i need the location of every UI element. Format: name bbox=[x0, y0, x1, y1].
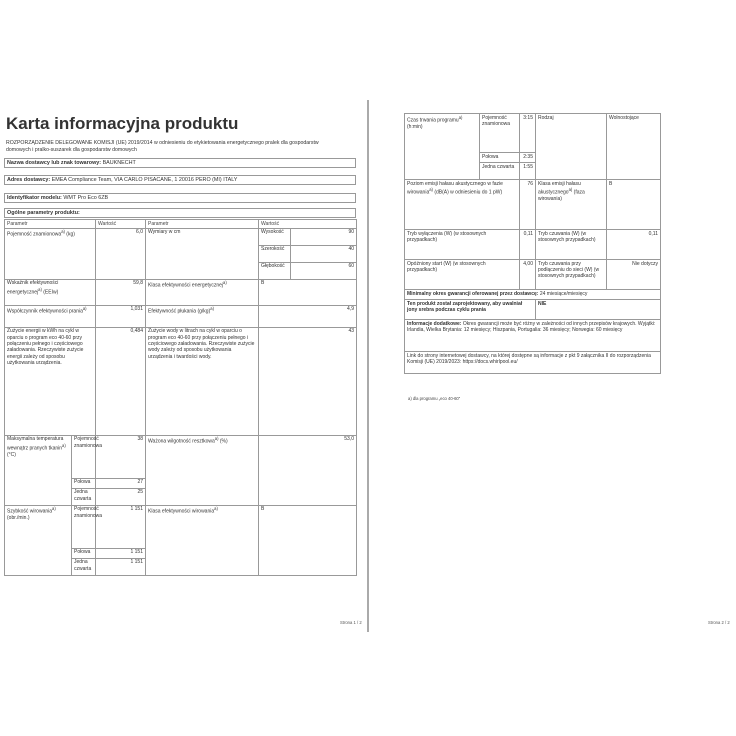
spin-rated: 1 151 bbox=[96, 505, 146, 548]
warranty-label: Minimalny okres gwarancji oferowanej przez dostawcę: bbox=[407, 290, 539, 297]
header-param: Parametr bbox=[146, 220, 259, 229]
temp-unit: (°C) bbox=[7, 451, 16, 458]
supplier-label: Nazwa dostawcy lub znak towarowy: bbox=[7, 160, 102, 166]
height-value: 90 bbox=[291, 228, 357, 245]
rinse-label: Efektywność płukania (g/kg) bbox=[148, 308, 211, 315]
eei-unit: (EEIw) bbox=[43, 289, 59, 296]
water-value: 43 bbox=[259, 327, 357, 435]
noise-class-label: Klasa emisji hałasu akustycznego bbox=[538, 180, 581, 196]
type-label: Rodzaj bbox=[536, 114, 607, 180]
capacity-label: Pojemność znamionowa bbox=[7, 231, 62, 238]
noise-class-value: B bbox=[607, 180, 661, 230]
table-row bbox=[405, 260, 661, 290]
supplier-row bbox=[4, 158, 356, 168]
spin-class-label: Klasa efektywności wirowania bbox=[148, 508, 215, 515]
spin-quarter: 1 151 bbox=[96, 558, 146, 575]
silver-label: Ten produkt został zaprojektowany, aby uwalniał jony srebra podczas cyklu prania bbox=[405, 300, 536, 320]
header-value: Wartość bbox=[96, 220, 146, 229]
noise-class-unit: (faza wirowania) bbox=[538, 189, 585, 203]
page-number: Strona 1 / 2 bbox=[340, 620, 362, 625]
table-row bbox=[405, 230, 661, 260]
capacity-unit: (kg) bbox=[66, 231, 75, 238]
spin-unit: (obr./min.) bbox=[7, 515, 30, 522]
network-value: Nie dotyczy bbox=[607, 260, 661, 290]
temp-rated: 38 bbox=[96, 435, 146, 478]
table-row bbox=[405, 320, 661, 352]
duration-unit: (h:min) bbox=[407, 123, 423, 130]
address-value: EMEA Compliance Team, VIA CARLO PISACANE, 1 20016 PERO (MI) ITALY bbox=[51, 177, 238, 183]
table-header-row bbox=[5, 220, 357, 229]
quarter-label: Jedna czwarta bbox=[72, 558, 96, 575]
duration-label: Czas trwania programu bbox=[407, 117, 459, 124]
energy-label: Zużycie energii w kWh na cykl w oparciu o program eco 40-60 przy połączeniu pełnego i częściowego załadowania. Rzeczywiste zużycie energii zależy od sposobu użytkowania urządzenia. bbox=[5, 327, 96, 435]
type-value: Wolnostojące bbox=[607, 114, 661, 180]
water-label: Zużycie wody w litrach na cykl w oparciu o program eco 40-60 przy połączeniu pełnego i częściowego załadowania. Rzeczywiste zużycie wody zależy od sposobu użytkowania urządzenia i twardości wody. bbox=[146, 327, 259, 435]
footnote: a) dla programu „eco 40-60” bbox=[408, 396, 461, 401]
noise-label: Poziom emisji hałasu akustycznego w fazie wirowania bbox=[407, 180, 503, 196]
table-row: Pojemność znamionowa$^{a)}$ (kg) 6,0 Wymiary w cm Wysokość 90 bbox=[5, 228, 357, 245]
height-label: Wysokość bbox=[259, 228, 291, 245]
spin-half: 1 151 bbox=[96, 548, 146, 558]
address-label: Adres dostawcy: bbox=[7, 177, 51, 183]
address-row bbox=[4, 175, 356, 185]
warranty-value: 24 miesiące/miesięcy bbox=[539, 290, 588, 297]
spin-class-value: B bbox=[259, 505, 357, 575]
general-row bbox=[4, 208, 356, 218]
table-row: Poziom emisji hałasu akustycznego w fazie wirowania$^{a)}$ (dB(A) w odniesieniu do 1 pW) 76 Klasa emisji hałasu akustycznego$^{a)}$ (faza wirowania) B bbox=[405, 180, 661, 230]
header-value: Wartość bbox=[259, 220, 357, 229]
page-title: Karta informacyjna produktu bbox=[6, 114, 239, 133]
table-row: Wskaźnik efektywności energetycznej$^{a)}$ (EEIw) 59,8 Klasa efektywności energetycznej$^{a)}$ B bbox=[5, 279, 357, 305]
half-label: Połowa bbox=[480, 153, 520, 163]
half-label: Połowa bbox=[72, 478, 96, 488]
supplier-link[interactable]: https://docs.whirlpool.eu/ bbox=[462, 359, 518, 365]
temp-quarter: 25 bbox=[96, 488, 146, 505]
duration-half: 2:35 bbox=[520, 153, 536, 163]
table-row bbox=[5, 327, 357, 435]
model-row bbox=[4, 193, 356, 203]
header-param: Parametr bbox=[5, 220, 96, 229]
supplier-value: BAUKNECHT bbox=[102, 160, 136, 166]
eclass-value: B bbox=[259, 279, 357, 305]
page-edge bbox=[368, 100, 369, 632]
off-value: 0,11 bbox=[520, 230, 536, 260]
eei-value: 59,8 bbox=[96, 279, 146, 305]
capacity-value: 6,0 bbox=[96, 228, 146, 279]
table-row: Szybkość wirowania$^{a)}$ (obr./min.) Pojemność znamionowa 1 151 Klasa efektywności wirowania$^{a)}$ B bbox=[5, 505, 357, 548]
moisture-label: Ważona wilgotność resztkowa bbox=[148, 438, 215, 445]
table-row bbox=[405, 290, 661, 300]
eei-label: Wskaźnik efektywności energetycznej bbox=[7, 280, 59, 296]
table-row: Współczynnik efektywności prania$^{a)}$ 1,031 Efektywność płukania $(g/kg)^{a)}$ 4,9 bbox=[5, 305, 357, 327]
table-row bbox=[405, 352, 661, 374]
network-label: Tryb czuwania przy podłączeniu do sieci (W) (w stosownych przypadkach) bbox=[536, 260, 607, 290]
moisture-unit: (%) bbox=[219, 438, 228, 445]
extra-value: Okres gwarancji może być różny w zależności od innych przepisów krajowych. Wyjątki: Irlandia, Wielka Brytania: 12 miesięcy; Hiszpania, Portugalia: 36 miesięcy; Norwegia: 60 miesięcy bbox=[407, 320, 656, 333]
standby-label: Tryb czuwania (W) (w stosownych przypadkach) bbox=[536, 230, 607, 260]
duration-quarter: 1:55 bbox=[520, 163, 536, 180]
link-text: Link do strony internetowej dostawcy, na której dostępne są informacje z pkt 9 załącznika II do rozporządzenia Komisji (UE) 2019/2023: bbox=[407, 352, 651, 365]
params-table-page1 bbox=[4, 219, 357, 576]
depth-label: Głębokość bbox=[259, 262, 291, 279]
temp-half: 27 bbox=[96, 478, 146, 488]
wash-idx-value: 1,031 bbox=[96, 305, 146, 327]
dims-label: Wymiary w cm bbox=[146, 228, 259, 279]
params-table-page2 bbox=[404, 113, 661, 374]
rated-label: Pojemność znamionowa bbox=[72, 435, 96, 478]
off-label: Tryb wyłączenia (W) (w stosownych przypadkach) bbox=[405, 230, 520, 260]
spin-label: Szybkość wirowania bbox=[7, 508, 53, 515]
delay-label: Opóźniony start (W) (w stosownych przypadkach) bbox=[405, 260, 520, 290]
table-row: Czas trwania programu$^{a)}$ (h:min) Pojemność znamionowa 3:15 Rodzaj Wolnostojące bbox=[405, 114, 661, 153]
page-number: Strona 2 / 2 bbox=[708, 620, 730, 625]
quarter-label: Jedna czwarta bbox=[72, 488, 96, 505]
duration-rated: 3:15 bbox=[520, 114, 536, 153]
standby-value: 0,11 bbox=[607, 230, 661, 260]
noise-unit: (dB(A) w odniesieniu do 1 pW) bbox=[434, 189, 503, 196]
width-value: 40 bbox=[291, 245, 357, 262]
temp-label: Maksymalna temperatura wewnątrz pranych tkanin bbox=[7, 436, 64, 452]
rated-label: Pojemność znamionowa bbox=[480, 114, 520, 153]
eclass-label: Klasa efektywności energetycznej bbox=[148, 282, 224, 289]
wash-idx-label: Współczynnik efektywności prania bbox=[7, 308, 83, 315]
table-row bbox=[405, 300, 661, 320]
general-label: Ogólne parametry produktu: bbox=[7, 210, 80, 216]
table-row: Maksymalna temperatura wewnątrz pranych tkanin$^{a)}$ (°C) Pojemność znamionowa 38 Ważona wilgotność resztkowa$^{a)}$ (%) 53,0 bbox=[5, 435, 357, 478]
energy-value: 0,484 bbox=[96, 327, 146, 435]
regulation-note: ROZPORZĄDZENIE DELEGOWANE KOMISJI (UE) 2019/2014 w odniesieniu do etykietowania energetycznego pralek dla gospodarstw domowych i pralko-suszarek dla gospodarstw domowych bbox=[6, 140, 319, 153]
depth-value: 60 bbox=[291, 262, 357, 279]
half-label: Połowa bbox=[72, 548, 96, 558]
delay-value: 4,00 bbox=[520, 260, 536, 290]
noise-value: 76 bbox=[520, 180, 536, 230]
rated-label: Pojemność znamionowa bbox=[72, 505, 96, 548]
model-value: WMT Pro Eco 6ZB bbox=[63, 195, 109, 201]
width-label: Szerokość bbox=[259, 245, 291, 262]
model-label: Identyfikator modelu: bbox=[7, 195, 62, 201]
silver-value: NIE bbox=[536, 300, 661, 320]
quarter-label: Jedna czwarta bbox=[480, 163, 520, 180]
rinse-value: 4,9 bbox=[259, 305, 357, 327]
moisture-value: 53,0 bbox=[259, 435, 357, 505]
extra-label: Informacje dodatkowe: bbox=[407, 320, 462, 327]
